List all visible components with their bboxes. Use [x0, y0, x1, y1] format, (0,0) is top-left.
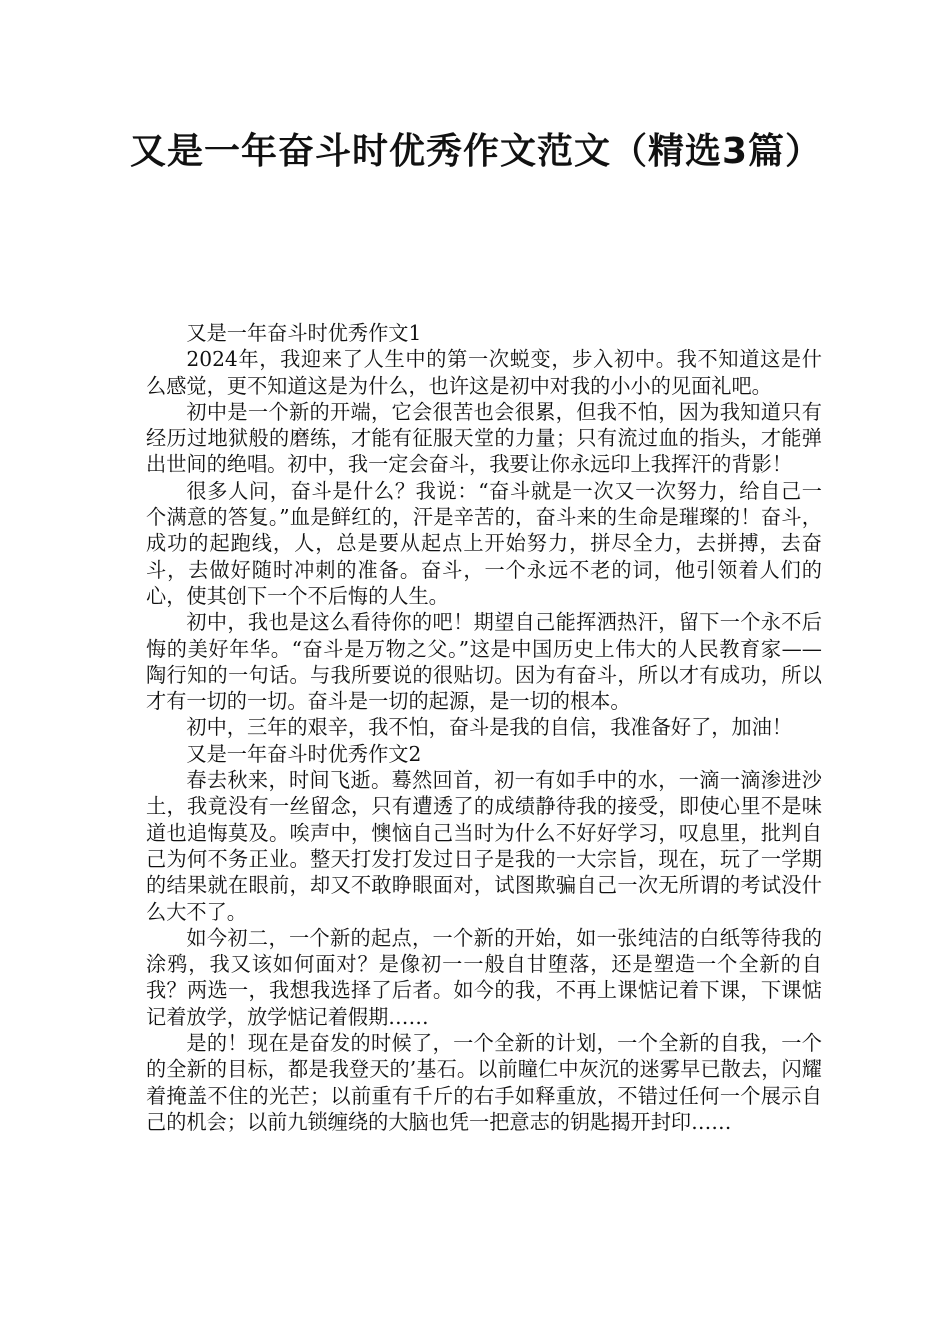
paragraph: 初中，我也是这么看待你的吧！期望自己能挥洒热汗，留下一个永不后悔的美好年华。“奋斗是万物之父。”这是中国历史上伟大的人民教育家——陶行知的一句话。与我所要说的很贴切。因为有奋斗，所以才有成功，所以才有一切的一切。奋斗是一切的起源，是一切的根本。 — [146, 610, 822, 714]
page-title: 又是一年奋斗时优秀作文范文（精选3篇） — [130, 131, 823, 172]
paragraph: 很多人问，奋斗是什么？我说：“奋斗就是一次又一次努力，给自己一个满意的答复。”血是鲜红的，汗是辛苦的，奋斗来的生命是璀璨的！奋斗，成功的起跑线，人，总是要从起点上开始努力，拼尽全力，去拼搏，去奋斗，去做好随时冲刺的准备。奋斗，一个永远不老的词，他引领着人们的心，使其创下一个不后悔的人生。 — [146, 478, 822, 608]
essay-heading-1: 又是一年奋斗时优秀作文1 — [186, 321, 422, 345]
paragraph: 2024年，我迎来了人生中的第一次蜕变，步入初中。我不知道这是什么感觉，更不知道这是为什么，也许这是初中对我的小小的见面礼吧。 — [146, 347, 822, 398]
paragraph: 如今初二，一个新的起点，一个新的开始，如一张纯洁的白纸等待我的涂鸦，我又该如何面对？是像初一一般自甘堕落，还是塑造一个全新的自我？两选一，我想我选择了后者。如今的我，不再上课惦记着下课，下课惦记着放学，放学惦记着假期…… — [146, 925, 822, 1029]
document-body — [146, 320, 822, 1135]
essay-heading-2: 又是一年奋斗时优秀作文2 — [186, 741, 422, 766]
paragraph: 初中是一个新的开端，它会很苦也会很累，但我不怕，因为我知道只有经历过地狱般的磨练，才能有征服天堂的力量；只有流过血的指头，才能弹出世间的绝唱。初中，我一定会奋斗，我要让你永远印上我挥汗的背影！ — [146, 399, 822, 477]
paragraph: 初中，三年的艰辛，我不怕，奋斗是我的自信，我准备好了，加油！ — [186, 715, 793, 740]
paragraph: 春去秋来，时间飞逝。蓦然回首，初一有如手中的水，一滴一滴渗进沙土，我竟没有一丝留念，只有遭透了的成绩静待我的接受，即使心里不是味道也追悔莫及。唉声中，懊恼自己当时为什么不好好学习，叹息里，批判自己为何不务正业。整天打发打发过日子是我的一大宗旨，现在，玩了一学期的结果就在眼前，却又不敢睁眼面对，试图欺骗自己一次无所谓的考试没什么大不了。 — [146, 768, 822, 924]
paragraph: 是的！现在是奋发的时候了，一个全新的计划，一个全新的自我，一个的全新的目标，都是我登天的’基石。以前瞳仁中灰沉的迷雾早已散去，闪耀着掩盖不住的光芒；以前重有千斤的右手如释重放，不错过任何一个展示自己的机会；以前九锁缠绕的大脑也凭一把意志的钥匙揭开封印…… — [146, 1031, 822, 1134]
